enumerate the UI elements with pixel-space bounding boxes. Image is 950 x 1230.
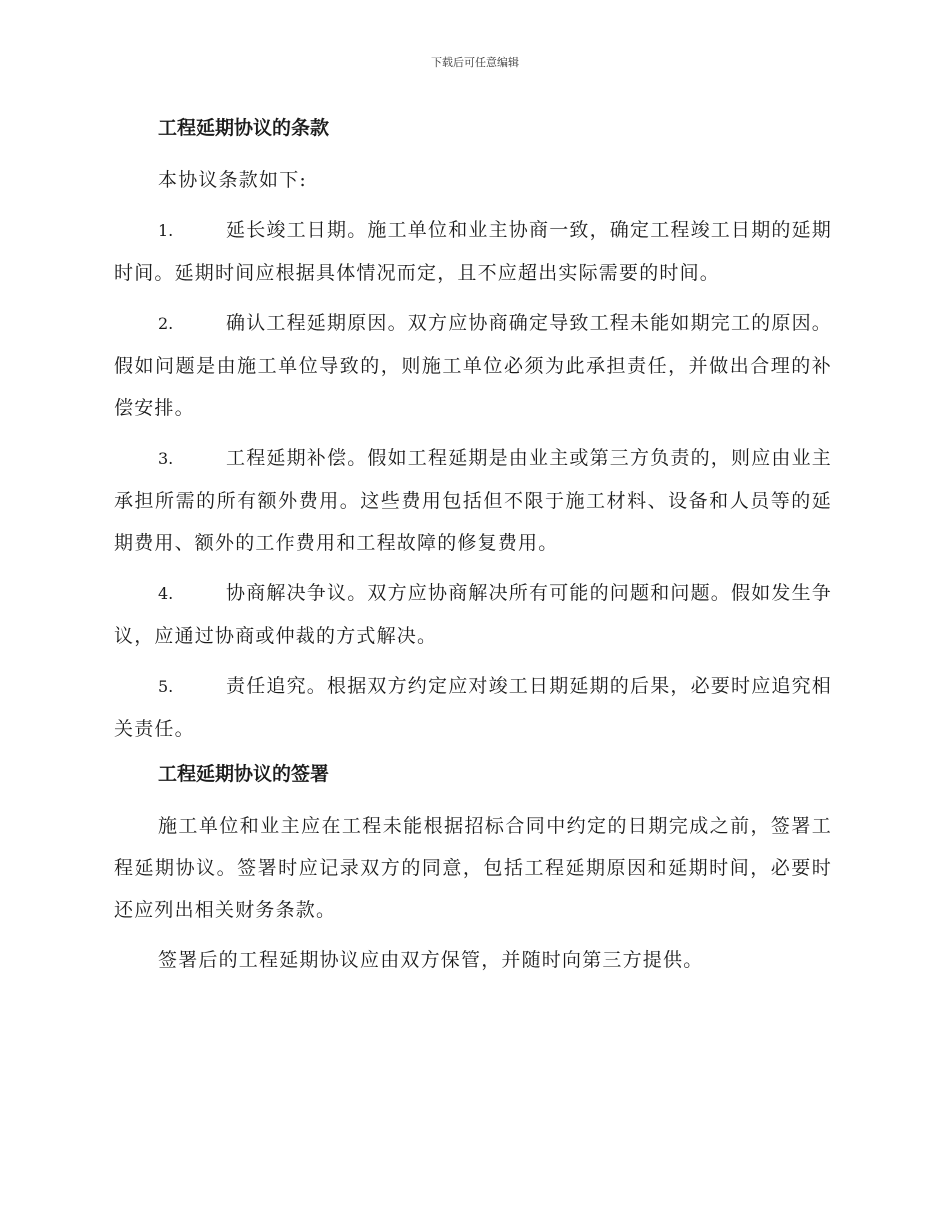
list-item-text: 协商解决争议。双方应协商解决所有可能的问题和问题。假如发生争议，应通过协商或仲裁的方式解决。 <box>114 582 833 647</box>
list-item <box>114 302 832 429</box>
list-item-text: 责任追究。根据双方约定应对竣工日期延期的后果，必要时应追究相关责任。 <box>114 675 833 740</box>
list-item <box>114 665 832 750</box>
list-item-number: 1. <box>158 221 174 240</box>
page-header: 下载后可任意编辑 <box>431 56 519 69</box>
list-item-number: 4. <box>158 584 174 603</box>
list-item-text: 工程延期补偿。假如工程延期是由业主或第三方负责的，则应由业主承担所需的所有额外费用。这些费用包括但不限于施工材料、设备和人员等的延期费用、额外的工作费用和工程故障的修复费用。 <box>114 447 833 554</box>
list-item <box>114 572 832 657</box>
section-heading-terms: 工程延期协议的条款 <box>158 117 330 139</box>
list-item-text: 延长竣工日期。施工单位和业主协商一致，确定工程竣工日期的延期时间。延期时间应根据具体情况而定，且不应超出实际需要的时间。 <box>114 219 833 284</box>
terms-intro: 本协议条款如下: <box>158 169 308 191</box>
document-body <box>114 112 832 989</box>
signing-paragraph: 施工单位和业主应在工程未能根据招标合同中约定的日期完成之前，签署工程延期协议。签署时应记录双方的同意，包括工程延期原因和延期时间，必要时还应列出相关财务条款。 <box>114 815 832 921</box>
list-item <box>114 209 832 294</box>
list-item-number: 2. <box>158 314 174 333</box>
section-heading-signing: 工程延期协议的签署 <box>158 763 330 785</box>
list-item-number: 5. <box>158 677 174 696</box>
list-item-text: 确认工程延期原因。双方应协商确定导致工程未能如期完工的原因。假如问题是由施工单位导致的，则施工单位必须为此承担责任，并做出合理的补偿安排。 <box>114 312 833 419</box>
signing-paragraph: 签署后的工程延期协议应由双方保管，并随时向第三方提供。 <box>158 949 704 971</box>
list-item <box>114 437 832 564</box>
list-item-number: 3. <box>158 449 174 468</box>
